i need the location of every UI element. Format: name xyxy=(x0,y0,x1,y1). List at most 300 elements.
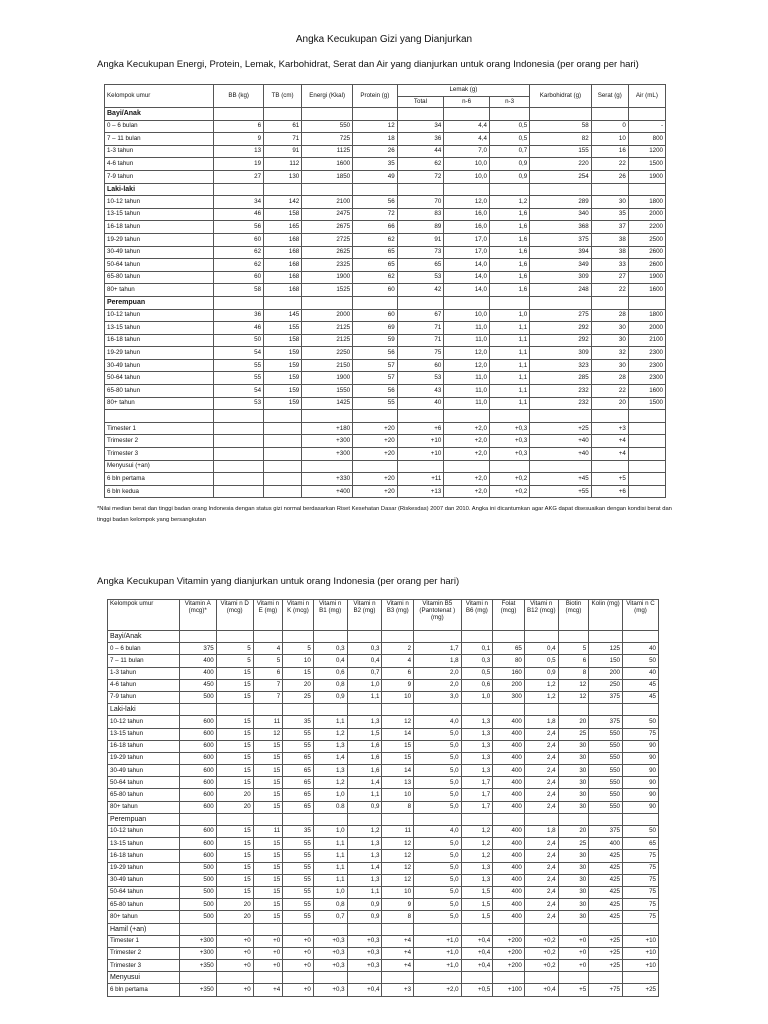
table-cell: 2000 xyxy=(302,309,353,322)
table-cell: 12,0 xyxy=(444,347,490,360)
table-cell: +10 xyxy=(623,947,659,959)
table-cell: +10 xyxy=(623,935,659,947)
table-cell: 35 xyxy=(353,158,398,171)
table-cell: +10 xyxy=(397,435,444,448)
table-cell: 1,2 xyxy=(489,196,529,209)
group-label: Laki-laki xyxy=(105,183,214,196)
table-cell: +0,3 xyxy=(313,984,347,996)
table-header-row xyxy=(105,85,666,97)
table-cell xyxy=(397,410,444,423)
row-label: 6 bln kedua xyxy=(105,485,214,498)
table-cell: 15 xyxy=(216,679,253,691)
table-cell: 340 xyxy=(530,208,592,221)
table-cell: 11 xyxy=(253,826,283,838)
table-cell: 30 xyxy=(558,874,589,886)
table-cell: 10 xyxy=(382,691,414,703)
table-cell xyxy=(313,923,347,935)
table-cell: +2,0 xyxy=(444,485,490,498)
table-cell xyxy=(253,972,283,984)
table-cell: 0,9 xyxy=(347,801,382,813)
table-cell: 28 xyxy=(591,309,628,322)
table-cell: 254 xyxy=(530,170,592,183)
table-cell: 1,0 xyxy=(313,886,347,898)
column-header: Biotin (mcg) xyxy=(558,600,589,631)
table-cell xyxy=(179,923,216,935)
table-cell: 5 xyxy=(216,655,253,667)
table-cell: 53 xyxy=(397,271,444,284)
table-cell: 1,2 xyxy=(313,728,347,740)
table-cell: +25 xyxy=(623,984,659,996)
group-row xyxy=(108,923,659,935)
table-cell: 17,0 xyxy=(444,233,490,246)
row-label: 10-12 tahun xyxy=(105,309,214,322)
table-row xyxy=(108,874,659,886)
table-cell: 2,4 xyxy=(524,874,558,886)
table-cell: 200 xyxy=(493,679,525,691)
table-cell: 30 xyxy=(558,899,589,911)
table-cell: 0,6 xyxy=(461,679,493,691)
table-cell: 15 xyxy=(253,801,283,813)
table-cell xyxy=(264,183,302,196)
row-label: 80+ tahun xyxy=(108,801,180,813)
table-cell: 46 xyxy=(214,322,264,335)
table-cell: 1125 xyxy=(302,145,353,158)
table-cell: 75 xyxy=(623,850,659,862)
row-label: 1-3 tahun xyxy=(108,667,180,679)
table-cell: +4 xyxy=(382,960,414,972)
table-cell: 2,4 xyxy=(524,789,558,801)
table-cell: 5,0 xyxy=(414,911,462,923)
table-cell xyxy=(347,631,382,643)
table-cell: 83 xyxy=(397,208,444,221)
table-cell: 12 xyxy=(382,716,414,728)
table-cell: 0,9 xyxy=(313,691,347,703)
column-header: Karbohidrat (g) xyxy=(530,85,592,108)
table-cell: 550 xyxy=(589,789,623,801)
table-row xyxy=(108,740,659,752)
table-cell xyxy=(589,923,623,935)
table-cell: 11,0 xyxy=(444,322,490,335)
table2-caption: Angka Kecukupan Vitamin yang dianjurkan untuk orang Indonesia (per orang per hari) xyxy=(97,576,460,587)
table-cell: 55 xyxy=(283,911,314,923)
table-cell xyxy=(414,813,462,825)
table-cell xyxy=(283,923,314,935)
row-label: 16-18 tahun xyxy=(108,740,180,752)
table-cell xyxy=(353,460,398,473)
column-header: Vitami n B2 (mg) xyxy=(347,600,382,631)
column-header: Folat (mcg) xyxy=(493,600,525,631)
table-cell: 5,0 xyxy=(414,801,462,813)
table-cell: +10 xyxy=(623,960,659,972)
table-cell: 55 xyxy=(214,372,264,385)
row-label: 30-49 tahun xyxy=(105,246,214,259)
table-cell: 600 xyxy=(179,850,216,862)
table-cell: 1,1 xyxy=(489,334,529,347)
table-row xyxy=(105,322,666,335)
table-cell: 0,7 xyxy=(347,667,382,679)
row-label: 65-80 tahun xyxy=(105,271,214,284)
table-cell: 112 xyxy=(264,158,302,171)
table-cell: 0,5 xyxy=(489,120,529,133)
table-cell: 42 xyxy=(397,284,444,297)
table-cell: 1900 xyxy=(628,271,665,284)
table-cell: 67 xyxy=(397,309,444,322)
table-row xyxy=(108,765,659,777)
table-cell: 400 xyxy=(493,886,525,898)
table-cell: 1,4 xyxy=(313,752,347,764)
table-cell: 0,9 xyxy=(347,899,382,911)
table-cell: +6 xyxy=(591,485,628,498)
table-cell: 1,2 xyxy=(461,850,493,862)
table-cell: +350 xyxy=(179,960,216,972)
table-cell xyxy=(589,704,623,716)
table-cell: 1,3 xyxy=(461,765,493,777)
table-cell: 89 xyxy=(397,221,444,234)
table-cell: +0 xyxy=(283,960,314,972)
table-cell: 25 xyxy=(558,838,589,850)
table-cell: 1,1 xyxy=(489,347,529,360)
table-cell: 8 xyxy=(382,911,414,923)
table-cell: 1,6 xyxy=(347,740,382,752)
row-label: 7-9 tahun xyxy=(105,170,214,183)
table-cell: +350 xyxy=(179,984,216,996)
table-cell xyxy=(347,923,382,935)
table-cell: +300 xyxy=(179,935,216,947)
table-cell xyxy=(347,972,382,984)
table-cell: 12,0 xyxy=(444,196,490,209)
table-cell: +5 xyxy=(591,473,628,486)
table-cell: 5,0 xyxy=(414,752,462,764)
table-cell: 168 xyxy=(264,284,302,297)
table-cell: 53 xyxy=(214,397,264,410)
table-cell: +0,2 xyxy=(489,473,529,486)
table-cell: 155 xyxy=(530,145,592,158)
table-cell xyxy=(628,485,665,498)
table-cell: 600 xyxy=(179,777,216,789)
table-cell: 15 xyxy=(253,838,283,850)
table-cell: 56 xyxy=(353,385,398,398)
table-row xyxy=(108,667,659,679)
table-cell: 550 xyxy=(589,777,623,789)
table-cell: 0,9 xyxy=(347,911,382,923)
table-cell: 0,3 xyxy=(347,643,382,655)
table-cell xyxy=(414,631,462,643)
table-cell: 6 xyxy=(214,120,264,133)
table-cell: 15 xyxy=(253,850,283,862)
table-cell xyxy=(179,972,216,984)
table-cell: 71 xyxy=(264,133,302,146)
table-row xyxy=(108,643,659,655)
table-cell: 400 xyxy=(493,777,525,789)
table-cell xyxy=(264,448,302,461)
table-cell: 375 xyxy=(589,826,623,838)
table-cell: 30 xyxy=(591,196,628,209)
table-cell: +0,4 xyxy=(461,960,493,972)
table-cell: 2250 xyxy=(302,347,353,360)
table-cell xyxy=(628,460,665,473)
table-cell: 55 xyxy=(283,728,314,740)
table-cell: 16,0 xyxy=(444,208,490,221)
table-cell: +4 xyxy=(591,448,628,461)
table-cell: 30 xyxy=(558,765,589,777)
table-cell xyxy=(493,631,525,643)
column-header: Lemak (g) xyxy=(397,85,530,97)
table-cell: 2,4 xyxy=(524,740,558,752)
table-cell: 11,0 xyxy=(444,372,490,385)
table-cell: 5,0 xyxy=(414,838,462,850)
table-cell xyxy=(253,631,283,643)
table-cell: 8 xyxy=(382,801,414,813)
table-cell: 550 xyxy=(589,765,623,777)
table-cell: 0,4 xyxy=(524,643,558,655)
table-cell: 1500 xyxy=(628,397,665,410)
table-cell: 20 xyxy=(283,679,314,691)
table-cell: 12 xyxy=(382,850,414,862)
table-cell: 0,5 xyxy=(461,667,493,679)
column-header: Vitamin A (mcg)* xyxy=(179,600,216,631)
group-label: Perempuan xyxy=(105,296,214,309)
table-cell xyxy=(253,813,283,825)
table-cell xyxy=(524,923,558,935)
table-cell: 15 xyxy=(253,862,283,874)
row-label: 50-64 tahun xyxy=(108,886,180,898)
group-row xyxy=(105,183,666,196)
table-cell: 400 xyxy=(493,789,525,801)
table-cell: 2300 xyxy=(628,347,665,360)
table-cell: +40 xyxy=(530,435,592,448)
table-cell xyxy=(105,410,214,423)
table-cell: 500 xyxy=(179,886,216,898)
table-cell xyxy=(628,410,665,423)
table-cell: 400 xyxy=(493,801,525,813)
table-cell: 800 xyxy=(628,133,665,146)
table-cell: 2,4 xyxy=(524,777,558,789)
table-cell: +11 xyxy=(397,473,444,486)
table-cell: 66 xyxy=(353,221,398,234)
table-cell: 1,6 xyxy=(489,221,529,234)
table-cell: 0,3 xyxy=(461,655,493,667)
table-cell: 10 xyxy=(382,886,414,898)
table-row xyxy=(108,838,659,850)
table-cell: +0 xyxy=(253,935,283,947)
table-cell: 60 xyxy=(353,309,398,322)
table-cell: 72 xyxy=(397,170,444,183)
table-cell: 36 xyxy=(214,309,264,322)
table-cell: 6 xyxy=(382,667,414,679)
table-cell: 550 xyxy=(589,752,623,764)
table-cell: +0 xyxy=(253,947,283,959)
table-cell: 5,0 xyxy=(414,765,462,777)
table-cell: +200 xyxy=(493,960,525,972)
table-cell: 368 xyxy=(530,221,592,234)
table-cell xyxy=(283,972,314,984)
table-cell xyxy=(313,704,347,716)
row-label: 4-6 tahun xyxy=(108,679,180,691)
table-cell: +20 xyxy=(353,448,398,461)
table-cell: 1,0 xyxy=(461,691,493,703)
column-header: Vitami n B6 (mg) xyxy=(461,600,493,631)
table-cell: 56 xyxy=(214,221,264,234)
table-cell: 0.8 xyxy=(313,801,347,813)
table-cell xyxy=(558,923,589,935)
table-cell: 20 xyxy=(558,826,589,838)
table-cell: 32 xyxy=(591,347,628,360)
table-cell xyxy=(302,183,353,196)
table-cell: 90 xyxy=(623,777,659,789)
table-cell: 550 xyxy=(589,740,623,752)
table-cell xyxy=(493,972,525,984)
table-cell: 1,1 xyxy=(489,322,529,335)
column-header: Vitami n B3 (mg) xyxy=(382,600,414,631)
table-cell: 1,3 xyxy=(461,728,493,740)
table-cell: 6 xyxy=(253,667,283,679)
table-cell: 220 xyxy=(530,158,592,171)
table-cell: 61 xyxy=(264,120,302,133)
table-cell: 35 xyxy=(283,716,314,728)
table-cell: 1525 xyxy=(302,284,353,297)
table-cell: 90 xyxy=(623,801,659,813)
row-label: 10-12 tahun xyxy=(108,826,180,838)
table-cell xyxy=(628,435,665,448)
table-cell: 500 xyxy=(179,911,216,923)
table-cell: 26 xyxy=(591,170,628,183)
table-cell: 59 xyxy=(353,334,398,347)
table-cell xyxy=(214,448,264,461)
table-cell: +2,0 xyxy=(444,422,490,435)
table-cell xyxy=(493,704,525,716)
table-cell xyxy=(353,183,398,196)
table-cell: 11 xyxy=(253,716,283,728)
table-cell: 1800 xyxy=(628,196,665,209)
table-cell: 4 xyxy=(253,643,283,655)
table-cell: 0,4 xyxy=(347,655,382,667)
table-row xyxy=(108,826,659,838)
table-cell: 168 xyxy=(264,233,302,246)
table-cell: 1,0 xyxy=(313,789,347,801)
table-cell: 600 xyxy=(179,752,216,764)
table-row xyxy=(105,397,666,410)
table-cell: 65 xyxy=(493,643,525,655)
table-cell: +6 xyxy=(397,422,444,435)
table-row xyxy=(105,347,666,360)
table-cell: 1,2 xyxy=(461,838,493,850)
table-cell: 20 xyxy=(216,789,253,801)
table-cell: 550 xyxy=(589,801,623,813)
table-cell xyxy=(397,108,444,121)
table-cell: 55 xyxy=(283,899,314,911)
table-cell: 12 xyxy=(382,838,414,850)
table-cell xyxy=(461,631,493,643)
table-cell: 55 xyxy=(283,874,314,886)
table-cell: 65 xyxy=(283,789,314,801)
row-label: 7 – 11 bulan xyxy=(105,133,214,146)
row-label: 30-49 tahun xyxy=(108,874,180,886)
table-cell: 34 xyxy=(397,120,444,133)
table-cell: 165 xyxy=(264,221,302,234)
row-label: 30-49 tahun xyxy=(105,359,214,372)
table-cell xyxy=(558,813,589,825)
table-cell: 145 xyxy=(264,309,302,322)
table-cell: +2,0 xyxy=(444,435,490,448)
table-cell: +0,3 xyxy=(313,935,347,947)
table-cell: 15 xyxy=(253,740,283,752)
table-cell: 10 xyxy=(591,133,628,146)
table-cell: 5,0 xyxy=(414,886,462,898)
table-cell: +0 xyxy=(283,935,314,947)
table-cell: 30 xyxy=(558,789,589,801)
table-cell: 1,7 xyxy=(461,801,493,813)
table-cell xyxy=(444,410,490,423)
table-cell: 30 xyxy=(558,801,589,813)
row-label: 6 bln pertama xyxy=(108,984,180,996)
table-cell: 425 xyxy=(589,874,623,886)
table-cell: 0 xyxy=(591,120,628,133)
table-cell xyxy=(623,631,659,643)
table-cell xyxy=(623,972,659,984)
row-label: 19-29 tahun xyxy=(108,862,180,874)
row-label: 19-29 tahun xyxy=(105,233,214,246)
table-cell xyxy=(623,923,659,935)
table-row xyxy=(105,359,666,372)
table-cell: 5 xyxy=(216,643,253,655)
table-cell: 71 xyxy=(397,334,444,347)
table-cell xyxy=(216,813,253,825)
table-cell xyxy=(214,410,264,423)
table-cell: 1,7 xyxy=(461,789,493,801)
table-cell: +4 xyxy=(591,435,628,448)
table-cell: +0,3 xyxy=(347,935,382,947)
table-cell: 55 xyxy=(214,359,264,372)
table-row xyxy=(105,233,666,246)
table-cell: 30 xyxy=(591,359,628,372)
table-cell: 43 xyxy=(397,385,444,398)
table-cell: +0,3 xyxy=(347,960,382,972)
table-cell: 35 xyxy=(283,826,314,838)
table-cell: 5,0 xyxy=(414,777,462,789)
table-cell xyxy=(628,448,665,461)
table-cell: 400 xyxy=(493,716,525,728)
table-cell: 400 xyxy=(493,899,525,911)
table-cell: 0,6 xyxy=(313,667,347,679)
table-cell: 30 xyxy=(591,322,628,335)
table-cell: 26 xyxy=(353,145,398,158)
table-cell: +0,2 xyxy=(524,947,558,959)
table-cell: 142 xyxy=(264,196,302,209)
table-cell: 15 xyxy=(216,826,253,838)
table-cell xyxy=(216,631,253,643)
table-cell: 0,9 xyxy=(489,158,529,171)
table-cell: 1,1 xyxy=(489,397,529,410)
group-row xyxy=(105,108,666,121)
table-cell: 33 xyxy=(591,259,628,272)
table-cell: +20 xyxy=(353,435,398,448)
column-header: Vitami n D (mcg) xyxy=(216,600,253,631)
table-cell: 1,1 xyxy=(313,850,347,862)
table-cell xyxy=(382,813,414,825)
table-cell: 15 xyxy=(216,752,253,764)
table-cell: +0,2 xyxy=(524,960,558,972)
group-row xyxy=(108,813,659,825)
group-row xyxy=(108,631,659,643)
table-cell: 400 xyxy=(493,911,525,923)
table-cell: 1,2 xyxy=(313,777,347,789)
table-cell xyxy=(382,972,414,984)
table-cell: 450 xyxy=(179,679,216,691)
table-cell: 4 xyxy=(382,655,414,667)
table-cell: 1,3 xyxy=(347,838,382,850)
table-row xyxy=(108,801,659,813)
table-cell xyxy=(283,813,314,825)
